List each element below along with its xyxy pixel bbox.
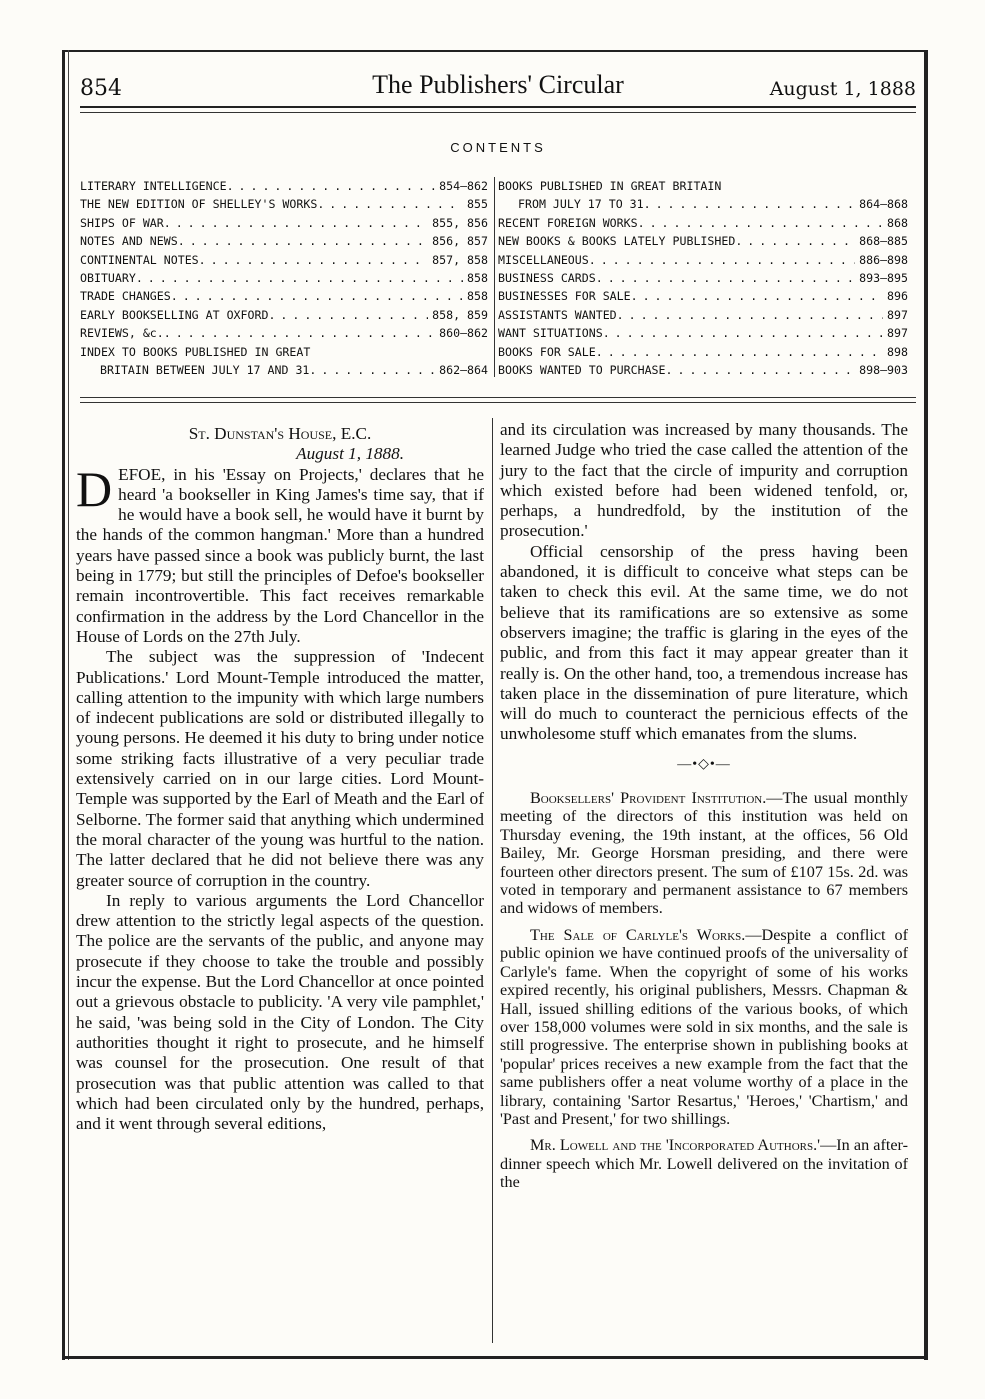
address-line: St. Dunstan's House, E.C. xyxy=(188,424,372,443)
article-paragraph: The subject was the suppression of 'Indecent Publications.' Lord Mount-Temple introduced the matter, calling attention to the impunity with which large numbers of indecent publications are sold or distributed illegally to young persons. He deemed it his duty to bring under notice some striking facts illustrative of a very peculiar trade extensively carried on in our large cities. Lord Mount-Temple was supported by the Earl of Meath and the Earl of Selborne. The former said that anything which undermined the moral character of the young was hurtful to the nation. The latter declared that he did not believe there was any greater source of corruption in the country. xyxy=(76,647,484,890)
toc-entry: WANT SITUATIONS . . . 897 xyxy=(498,324,908,342)
news-note: Booksellers' Provident Institution.—The usual monthly meeting of the directors of this institution was held on Thursday evening, the 19th instant, at the offices, 56 Old Bailey, Mr. George Horsman presiding, and there were fourteen other directors present. The sum of £107 15s. 2d. was voted in temporary and permanent assistance to 67 members and widows of members. xyxy=(500,789,909,918)
toc-entry: RECENT FOREIGN WORKS . . . 868 xyxy=(498,214,908,232)
drop-cap: D xyxy=(76,460,113,517)
contents-right-column xyxy=(498,177,908,379)
article-column-right xyxy=(500,420,908,1200)
section-ornament: —•◇•— xyxy=(677,756,731,772)
toc-entry: FROM JULY 17 TO 31 . . . 864—868 xyxy=(498,195,908,213)
toc-entry: SHIPS OF WAR . . . 855, 856 xyxy=(80,214,488,232)
contents-left-column xyxy=(80,177,488,379)
journal-title: The Publishers' Circular xyxy=(372,70,624,99)
toc-entry: TRADE CHANGES . . . 858 xyxy=(80,287,488,305)
article-paragraph: DEFOE, in his 'Essay on Projects,' declares that he heard 'a bookseller in King James's time say, that if he would have a book sell, he would have it burnt by the hands of the common hangman.' More than a hundred years have passed since a book was publicly burnt, the last being in 1779; but still the principles of Defoe's bookseller remain incontrovertible. This fact receives remarkable confirmation in the address by the Lord Chancellor in the House of Lords on the 27th July. xyxy=(76,460,484,646)
toc-entry: CONTINENTAL NOTES . . . 857, 858 xyxy=(80,251,488,269)
header-rule-thin xyxy=(80,112,916,113)
frame-border-top xyxy=(62,50,928,52)
toc-entry: BOOKS WANTED TO PURCHASE . . . 898–903 xyxy=(498,361,908,379)
note-heading: The Sale of Carlyle's Works. xyxy=(530,925,746,944)
toc-entry: BRITAIN BETWEEN JULY 17 AND 31 . . . 862—864 xyxy=(80,361,488,379)
article-column-left xyxy=(76,420,484,1134)
toc-entry: LITERARY INTELLIGENCE . . . 854—862 xyxy=(80,177,488,195)
contents-rule xyxy=(80,397,916,398)
frame-border-left xyxy=(62,50,65,1360)
toc-entry: ASSISTANTS WANTED . . . 897 xyxy=(498,306,908,324)
news-note: Mr. Lowell and the 'Incorporated Authors.'—In an after-dinner speech which Mr. Lowell delivered on the invitation of the xyxy=(500,1136,908,1192)
frame-border-bottom xyxy=(62,1356,928,1359)
news-note: The Sale of Carlyle's Works.—Despite a conflict of public opinion we have continued proofs of the universality of Carlyle's fame. When the copyright of some of his works expired recently, his original publishers, Messrs. Chapman & Hall, issued shilling editions of the various books, of which over 158,000 volumes were sold in six months, and the sale is still progressive. The enterprise shown in publishing books at 'popular' prices receives a new example from the fact that the same publishers offer a neat volume worthy of a place in the library, containing 'Sartor Resartus,' 'Heroes,' 'Chartism,' and 'Past and Present,' for two shillings. xyxy=(500,925,908,1128)
toc-entry: MISCELLANEOUS . . . 886—898 xyxy=(498,251,908,269)
contents-heading: CONTENTS xyxy=(450,140,546,155)
toc-entry: BUSINESSES FOR SALE . . . 896 xyxy=(498,287,908,305)
page-header xyxy=(80,70,916,104)
toc-entry: OBITUARY . . . 858 xyxy=(80,269,488,287)
toc-entry: NEW BOOKS & BOOKS LATELY PUBLISHED . . . 868—885 xyxy=(498,232,908,250)
issue-date: August 1, 1888 xyxy=(769,78,916,100)
dateline: August 1, 1888. xyxy=(296,444,404,464)
page-number: 854 xyxy=(80,76,122,101)
frame-border-left-inner xyxy=(68,50,69,1360)
article-paragraph: Official censorship of the press having been abandoned, it is difficult to conceive what steps can be taken to check this evil. At the same time, we do not believe that its ramifications are so extensive as some observers imagine; the traffic is glaring in the eyes of the public, and from this fact it may appear greater than it really is. On the other hand, too, a tremendous increase has taken place in the dissemination of pure literature, which will do much to counteract the pernicious effects of the unwholesome stuff which emanates from the slums. xyxy=(500,541,908,744)
toc-entry: INDEX TO BOOKS PUBLISHED IN GREAT xyxy=(80,344,311,359)
article-paragraph: In reply to various arguments the Lord Chancellor drew attention to the strictly legal aspects of the question. The police are the servants of the public, and anyone may prosecute if they choose to take the trouble and possibly incur the expense. But the Lord Chancellor at once pointed out a grievous obstacle to publicity. 'A very vile pamphlet,' he said, 'was being sold in the City of London. The City authorities thought it right to prosecute, and he himself was counsel for the prosecution. One result of that prosecution was that public attention was called to that which had been circulated only by the hundred, perhaps, and it went through several editions, xyxy=(76,890,484,1134)
toc-entry: THE NEW EDITION OF SHELLEY'S WORKS . . . 855 xyxy=(80,195,488,213)
toc-entry: BOOKS FOR SALE . . . 898 xyxy=(498,343,908,361)
toc-entry: EARLY BOOKSELLING AT OXFORD . . . 858, 859 xyxy=(80,306,488,324)
toc-entry: BOOKS PUBLISHED IN GREAT BRITAIN xyxy=(498,179,722,193)
news-notes xyxy=(500,789,908,1192)
toc-entry: NOTES AND NEWS . . . 856, 857 xyxy=(80,232,488,250)
contents-rule-thin xyxy=(80,402,916,403)
contents-divider xyxy=(494,177,495,377)
article-paragraph: and its circulation was increased by many thousands. The learned Judge who tried the case called the attention of the jury to the fact that the circle of impurity and corruption which existed before had been widened tenfold, or, perhaps, a hundredfold, by the institution of the prosecution.' xyxy=(500,420,908,541)
note-heading: Mr. Lowell and the 'Incorporated Authors.' xyxy=(530,1136,821,1155)
column-divider xyxy=(492,418,493,1343)
toc-entry: REVIEWS, &c. . . . 860—862 xyxy=(80,324,488,342)
note-heading: Booksellers' Provident Institution. xyxy=(530,789,767,808)
toc-entry: BUSINESS CARDS . . . 893—895 xyxy=(498,269,908,287)
header-rule xyxy=(80,106,916,108)
frame-border-right xyxy=(924,50,928,1360)
